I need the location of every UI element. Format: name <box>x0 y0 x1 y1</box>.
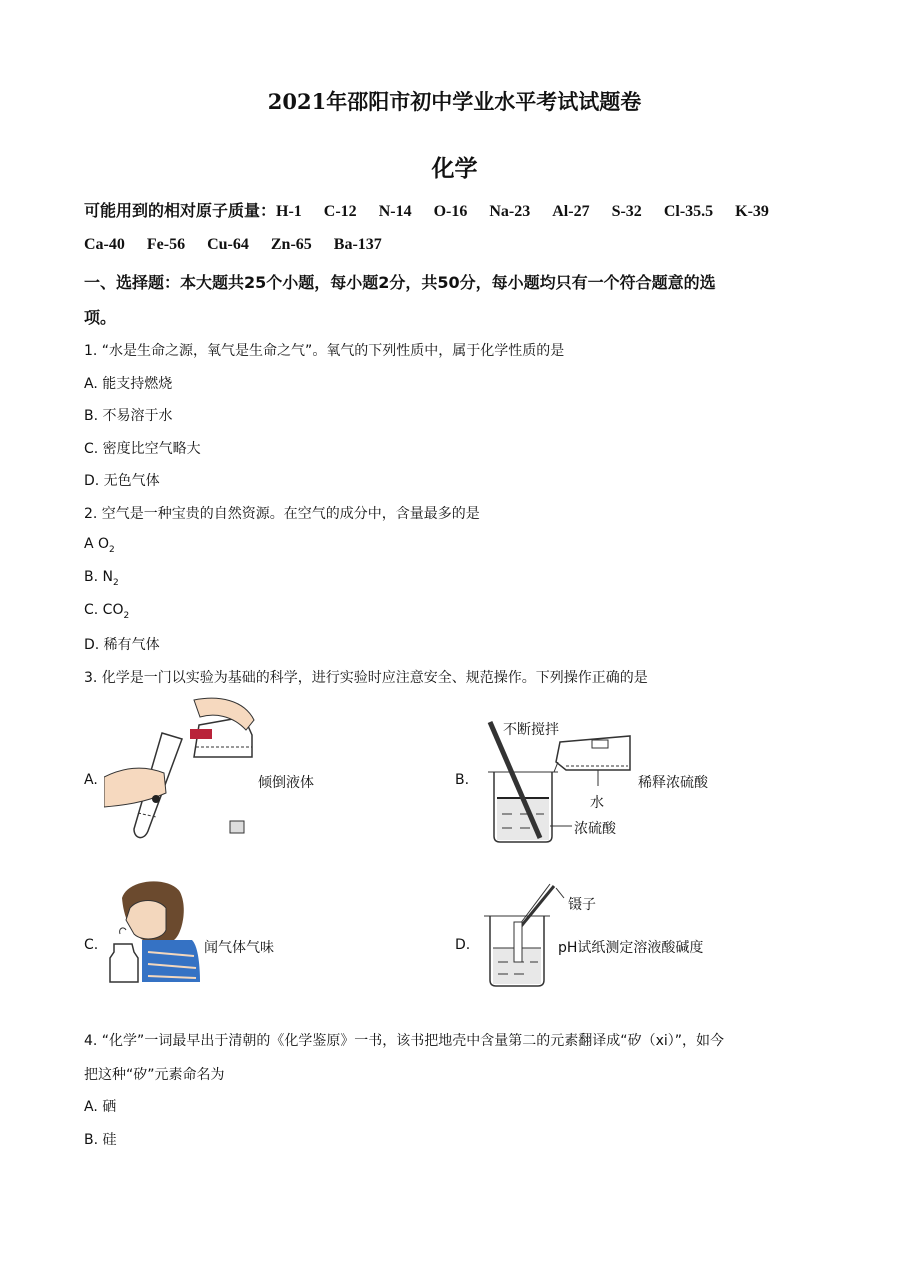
q3-option-a-caption: 倾倒液体 <box>258 775 314 791</box>
q2-option-a-sub: 2 <box>109 544 115 555</box>
question-4-stem-line-1: 4. “化学”一词最早出于清朝的《化学鉴原》一书，该书把地壳中含量第二的元素翻译成“矽（xi）”，如今 <box>84 1033 724 1049</box>
q2-option-a-text: A O <box>84 536 110 552</box>
ph-paper-illustration <box>480 878 570 988</box>
q2-option-c <box>84 602 129 621</box>
q3-option-b-caption: 稀释浓硫酸 <box>638 775 708 791</box>
atomic-mass-item: S-32 <box>611 203 642 220</box>
atomic-mass-label: 可能用到的相对原子质量： <box>84 201 277 220</box>
atomic-mass-line-1 <box>84 198 791 221</box>
atomic-mass-line-2 <box>84 234 404 254</box>
q2-option-b <box>84 569 119 588</box>
atomic-mass-item: C-12 <box>323 203 357 220</box>
atomic-mass-item: K-39 <box>735 203 769 220</box>
pouring-liquid-illustration <box>104 695 264 845</box>
q2-option-c-sub: 2 <box>123 610 130 621</box>
q1-option-a: A. 能支持燃烧 <box>84 376 173 392</box>
q3-option-d-tweezers-label: 镊子 <box>568 897 596 913</box>
q3-option-d-letter: D. <box>455 937 471 953</box>
atomic-mass-item: Cu-64 <box>207 236 249 253</box>
q2-option-a <box>84 536 115 555</box>
q2-option-b-text: B. N <box>84 569 113 585</box>
q3-option-a-letter: A. <box>84 772 98 788</box>
q3-option-b-acid-label: 浓硫酸 <box>574 821 616 837</box>
subject-title: 化学 <box>431 155 478 182</box>
q3-option-c-caption: 闻气体气味 <box>204 940 274 956</box>
atomic-mass-item: H-1 <box>276 203 302 220</box>
atomic-mass-item: O-16 <box>433 203 468 220</box>
q3-option-b-stir-label: 不断搅拌 <box>503 722 559 738</box>
atomic-mass-item: Zn-65 <box>270 236 312 253</box>
atomic-mass-item: Na-23 <box>489 203 531 220</box>
atomic-mass-item: Ca-40 <box>84 236 125 253</box>
q3-option-b-water-label: 水 <box>590 795 604 811</box>
atomic-mass-item: Fe-56 <box>146 236 186 253</box>
smelling-gas-illustration <box>108 878 203 988</box>
section-heading-cont: 项。 <box>84 308 117 327</box>
q3-option-c-letter: C. <box>84 937 99 953</box>
question-2-stem: 2. 空气是一种宝贵的自然资源。在空气的成分中，含量最多的是 <box>84 506 480 522</box>
q4-option-a: A. 硒 <box>84 1099 117 1115</box>
section-heading: 一、选择题：本大题共25个小题，每小题2分，共50分，每小题均只有一个符合题意的选 <box>84 273 716 292</box>
question-1-stem: 1. “水是生命之源，氧气是生命之气”。氧气的下列性质中，属于化学性质的是 <box>84 343 565 359</box>
q2-option-c-text: C. CO <box>84 602 124 618</box>
q1-option-d: D. 无色气体 <box>84 473 160 489</box>
q4-option-b: B. 硅 <box>84 1132 117 1148</box>
q3-option-b-letter: B. <box>455 772 470 788</box>
q2-option-b-sub: 2 <box>112 577 119 588</box>
q1-option-c: C. 密度比空气略大 <box>84 441 201 457</box>
atomic-mass-item: N-14 <box>378 203 412 220</box>
atomic-mass-item: Cl-35.5 <box>663 203 714 220</box>
exam-title: 2021年邵阳市初中学业水平考试试题卷 <box>267 89 642 114</box>
question-4-stem-line-2: 把这种“矽”元素命名为 <box>84 1067 225 1083</box>
q2-option-d: D. 稀有气体 <box>84 637 160 653</box>
q1-option-b: B. 不易溶于水 <box>84 408 173 424</box>
atomic-mass-item: Ba-137 <box>333 236 382 253</box>
atomic-mass-item: Al-27 <box>552 203 590 220</box>
question-3-stem: 3. 化学是一门以实验为基础的科学，进行实验时应注意安全、规范操作。下列操作正确的是 <box>84 670 648 686</box>
q3-option-d-caption: pH试纸测定溶液酸碱度 <box>558 940 704 956</box>
